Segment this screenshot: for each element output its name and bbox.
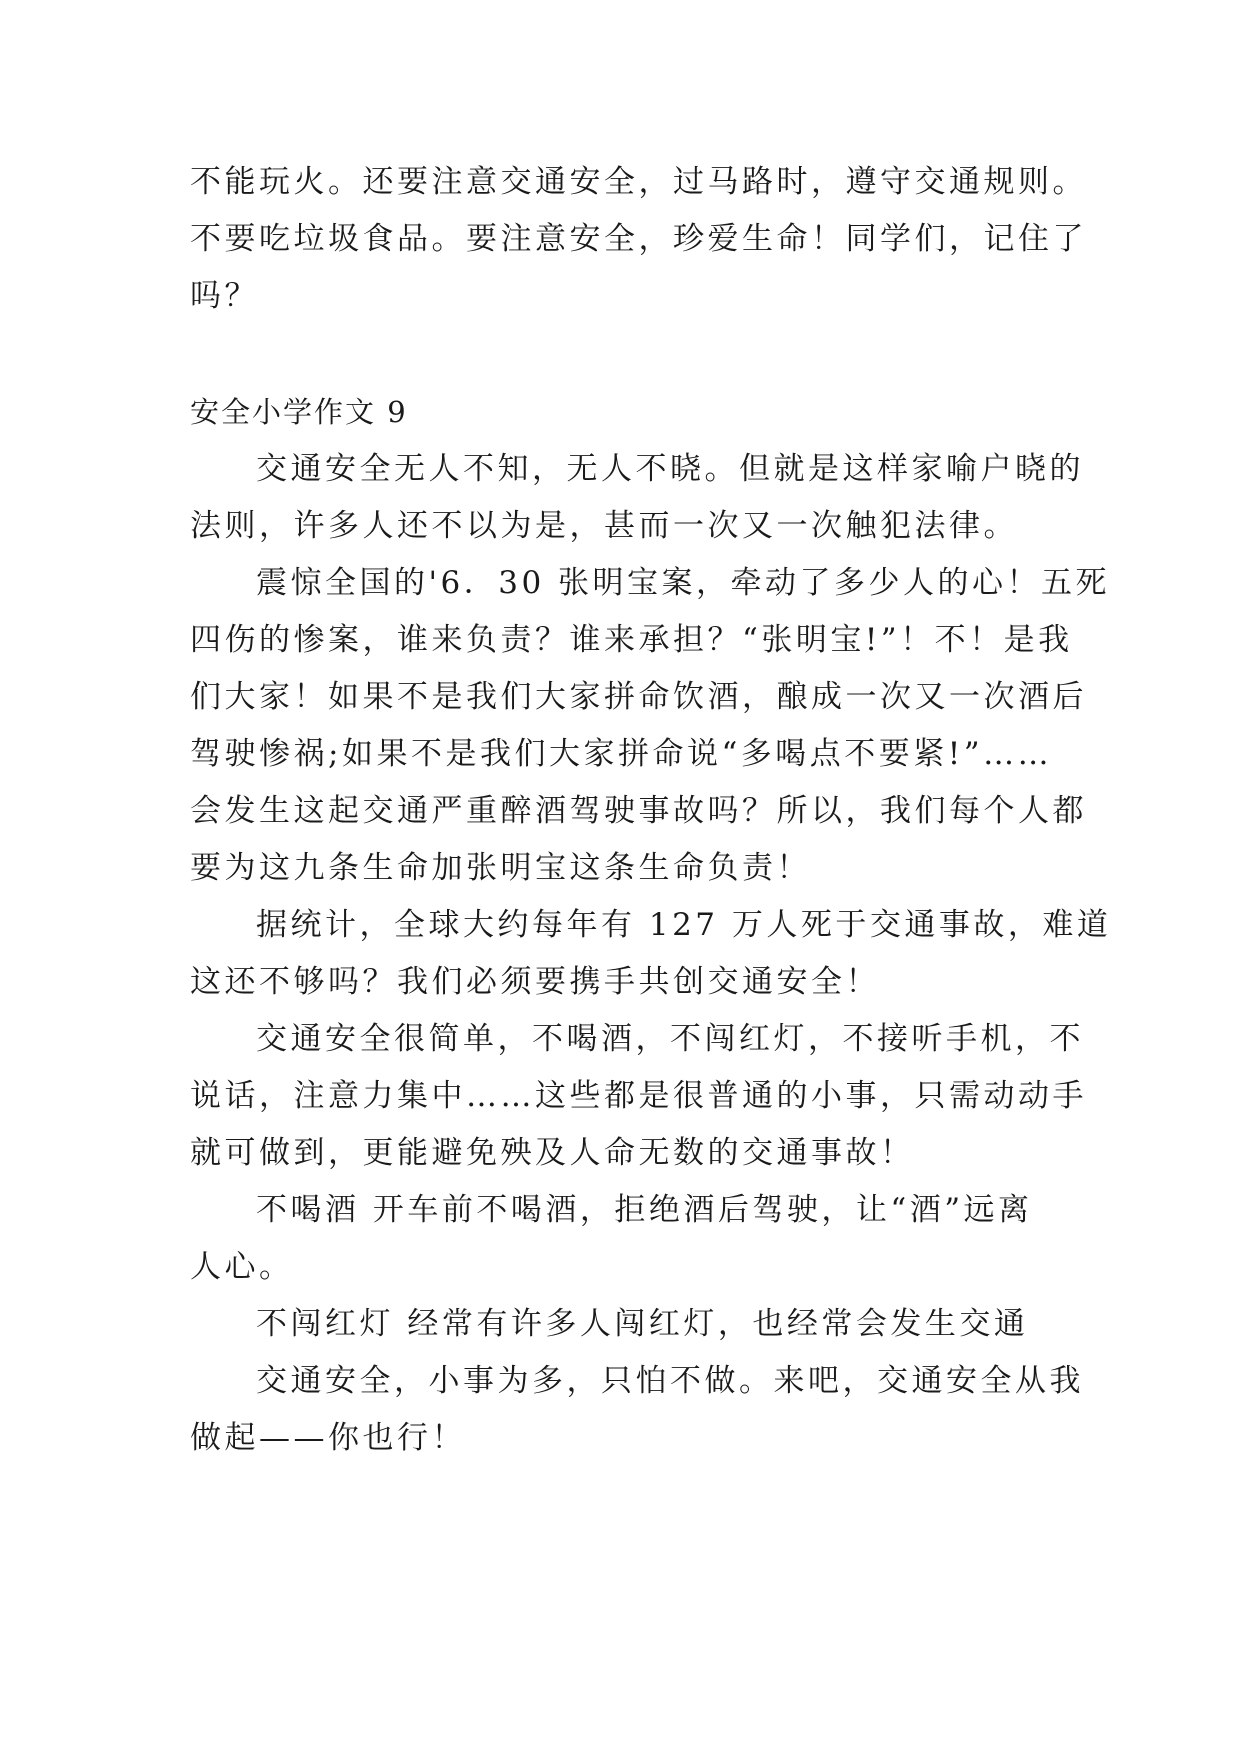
text-line: 不能玩火。还要注意交通安全，过马路时，遵守交通规则。 [190, 164, 1087, 200]
text-line: 不要吃垃圾食品。要注意安全，珍爱生命！同学们，记住了 [190, 221, 1087, 257]
text-line: 要为这九条生命加张明宝这条生命负责！ [190, 850, 811, 886]
text-line: 做起——你也行！ [190, 1420, 466, 1456]
section-heading: 安全小学作文 9 [190, 395, 408, 429]
paragraph-first-line: 交通安全无人不知，无人不晓。但就是这样家喻户晓的 [256, 451, 1084, 487]
paragraph-first-line: 交通安全很简单，不喝酒，不闯红灯，不接听手机，不 [256, 1021, 1084, 1057]
text-line: 四伤的惨案，谁来负责？谁来承担？“张明宝!”！不！是我 [190, 622, 1073, 658]
text-line: 们大家！如果不是我们大家拼命饮酒，酿成一次又一次酒后 [190, 679, 1087, 715]
text-line: 法则，许多人还不以为是，甚而一次又一次触犯法律。 [190, 508, 1018, 544]
paragraph-first-line: 交通安全，小事为多，只怕不做。来吧，交通安全从我 [256, 1363, 1084, 1399]
paragraph-first-line: 不闯红灯 经常有许多人闯红灯，也经常会发生交通 [256, 1306, 1029, 1342]
text-line: 会发生这起交通严重醉酒驾驶事故吗？所以，我们每个人都 [190, 793, 1087, 829]
text-line: 这还不够吗？我们必须要携手共创交通安全！ [190, 964, 880, 1000]
paragraph-first-line: 震惊全国的'6．30 张明宝案，牵动了多少人的心！五死 [256, 565, 1111, 601]
text-line: 人心。 [190, 1249, 294, 1285]
paragraph-first-line: 不喝酒 开车前不喝酒，拒绝酒后驾驶，让“酒”远离 [256, 1192, 1033, 1228]
paragraph-first-line: 据统计，全球大约每年有 127 万人死于交通事故，难道 [256, 907, 1112, 943]
text-line: 就可做到，更能避免殃及人命无数的交通事故！ [190, 1135, 915, 1171]
text-line: 说话，注意力集中……这些都是很普通的小事，只需动动手 [190, 1078, 1087, 1114]
text-line: 吗？ [190, 278, 259, 314]
text-line: 驾驶惨祸;如果不是我们大家拼命说“多喝点不要紧!”…… [190, 736, 1053, 772]
